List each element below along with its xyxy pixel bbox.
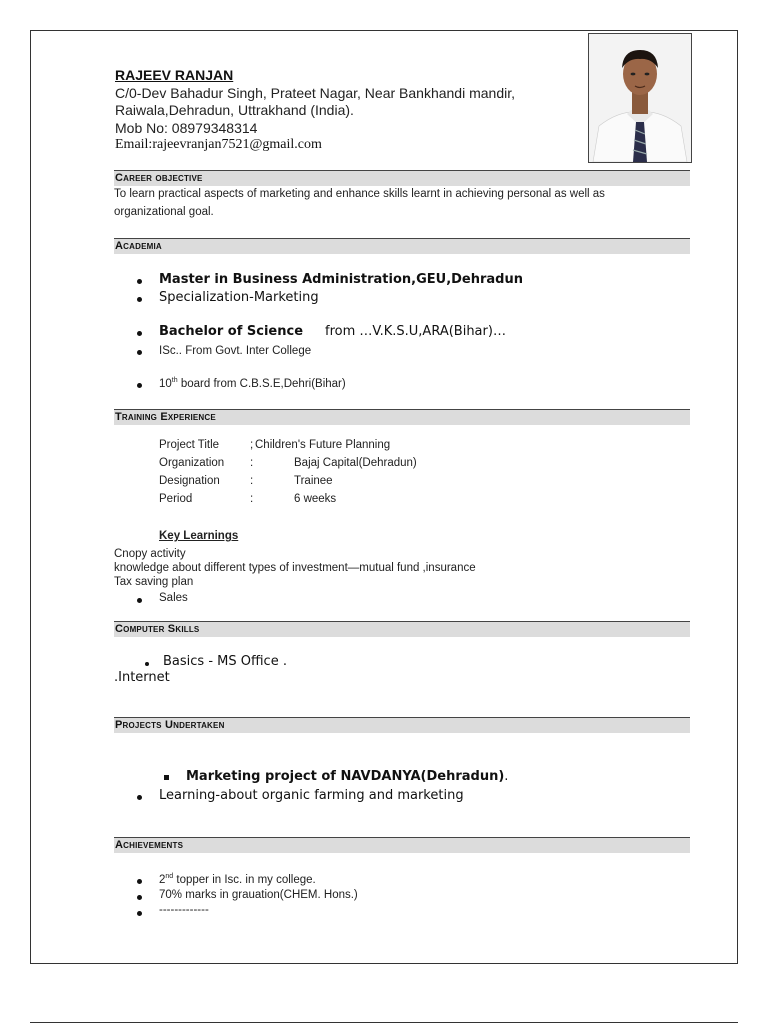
training-sep: ; xyxy=(250,439,254,451)
learning-1: Cnopy activity xyxy=(114,548,186,560)
career-objective-line-2: organizational goal. xyxy=(114,206,214,218)
training-sep: : xyxy=(250,493,254,505)
training-value-period: 6 weeks xyxy=(294,493,337,505)
mobile-number: Mob No: 08979348314 xyxy=(115,120,258,136)
section-bar-academia xyxy=(114,238,690,254)
resume-page xyxy=(30,30,738,964)
career-objective-line-1: To learn practical aspects of marketing and enhance skills learnt in achieving personal as well as xyxy=(114,188,605,200)
bullet-icon xyxy=(137,879,142,884)
academia-mba: Master in Business Administration,GEU,Dehradun xyxy=(159,272,523,287)
bullet-icon xyxy=(145,662,149,666)
section-bar-career xyxy=(114,170,690,186)
section-bar-training xyxy=(114,409,690,425)
bullet-icon xyxy=(137,795,142,800)
candidate-name: RAJEEV RANJAN xyxy=(115,67,234,83)
address-line-2: Raiwala,Dehradun, Uttrakhand (India). xyxy=(115,102,354,118)
bullet-icon xyxy=(137,895,142,900)
achievement-1: 2nd topper in Isc. in my college. xyxy=(159,873,316,886)
learning-4: Sales xyxy=(159,592,188,604)
section-bar-achievements xyxy=(114,837,690,853)
academia-isc: ISc.. From Govt. Inter College xyxy=(159,345,312,357)
key-learnings-heading: Key Learnings xyxy=(159,530,239,542)
project-title: Marketing project of NAVDANYA(Dehradun). xyxy=(186,769,509,784)
computer-heading: Computer Skills xyxy=(115,623,200,635)
projects-heading: Projects Undertaken xyxy=(115,719,225,731)
training-value-designation: Trainee xyxy=(294,475,333,487)
profile-photo xyxy=(588,33,692,163)
learning-2: knowledge about different types of investment—mutual fund ,insurance xyxy=(114,562,476,574)
square-bullet-icon xyxy=(164,775,169,780)
training-label-organization: Organization xyxy=(159,457,225,469)
training-heading: Training Experience xyxy=(115,411,216,423)
bullet-icon xyxy=(137,279,142,284)
training-sep: : xyxy=(250,457,254,469)
computer-basics: Basics - MS Office . xyxy=(163,654,287,669)
bullet-icon xyxy=(137,350,142,355)
bullet-icon xyxy=(137,297,142,302)
training-label-project: Project Title xyxy=(159,439,220,451)
academia-specialization: Specialization-Marketing xyxy=(159,290,319,305)
training-value-organization: Bajaj Capital(Dehradun) xyxy=(294,457,417,469)
page-bottom-divider xyxy=(30,1022,738,1023)
bullet-icon xyxy=(137,911,142,916)
learning-3: Tax saving plan xyxy=(114,576,194,588)
career-heading: Career objective xyxy=(115,172,203,184)
achievement-3: ------------- xyxy=(159,904,209,916)
academia-tenth: 10th board from C.B.S.E,Dehri(Bihar) xyxy=(159,377,346,390)
bullet-icon xyxy=(137,598,142,603)
email-address: Email:rajeevranjan7521@gmail.com xyxy=(115,137,322,152)
academia-heading: Academia xyxy=(115,240,162,252)
training-sep: : xyxy=(250,475,254,487)
academia-bsc-from: from …V.K.S.U,ARA(Bihar)… xyxy=(325,324,506,339)
address-line-1: C/0-Dev Bahadur Singh, Prateet Nagar, Near Bankhandi mandir, xyxy=(115,85,516,101)
section-bar-computer xyxy=(114,621,690,637)
training-value-project: Children's Future Planning xyxy=(255,439,391,451)
bullet-icon xyxy=(137,331,142,336)
training-label-period: Period xyxy=(159,493,193,505)
section-bar-projects xyxy=(114,717,690,733)
project-learning: Learning-about organic farming and marketing xyxy=(159,788,464,803)
achievement-2: 70% marks in grauation(CHEM. Hons.) xyxy=(159,889,358,901)
academia-bsc: Bachelor of Science xyxy=(159,324,304,339)
achievements-heading: Achievements xyxy=(115,839,184,851)
training-label-designation: Designation xyxy=(159,475,220,487)
bullet-icon xyxy=(137,383,142,388)
computer-internet: .Internet xyxy=(114,670,170,685)
